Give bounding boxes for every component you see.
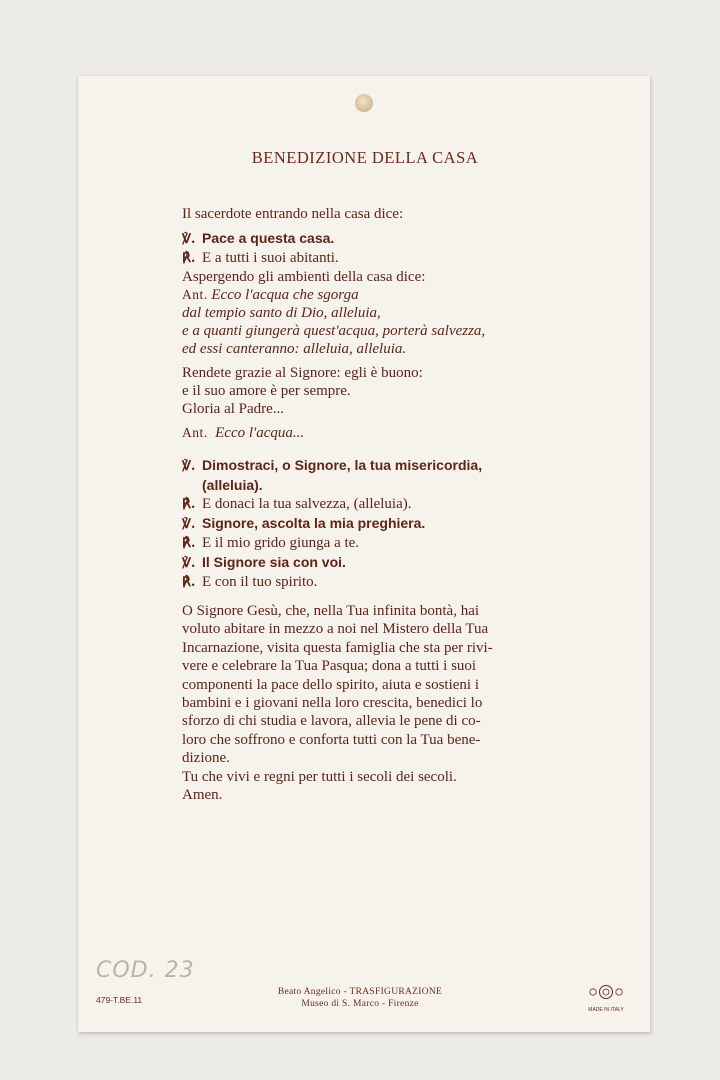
antiphon-line-1: Ant. Ecco l'acqua che sgorga xyxy=(182,287,359,303)
antiphon-line-4: ed essi canteranno: alleluia, alleluia. xyxy=(182,341,407,357)
antiphon-label: Ant. xyxy=(182,425,208,440)
card-code: 479-T.BE.11 xyxy=(96,995,143,1005)
prayer-line: Tu che vivi e regni per tutti i secoli dei secoli. xyxy=(182,768,457,785)
antiphon-repeat: Ant. Ecco l'acqua... xyxy=(182,425,305,441)
made-in-italy: MADE IN ITALY xyxy=(588,1007,624,1013)
thanks-line-1: Rendete grazie al Signore: egli è buono: xyxy=(182,365,423,381)
response-2: ℟. E donaci la tua salvezza, (alleluia). xyxy=(182,496,412,512)
response-1: ℟. E a tutti i suoi abitanti. xyxy=(182,250,339,266)
prayer-line: voluto abitare in mezzo a noi nel Mistero della Tua xyxy=(182,621,489,638)
museum-credit: Museo di S. Marco - Firenze xyxy=(301,999,419,1009)
prayer-line: Incarnazione, visita questa famiglia che sta per rivi- xyxy=(182,639,493,656)
prayer-line: sforzo di chi studia e lavora, allevia le pene di co- xyxy=(182,713,481,730)
intro-line: Il sacerdote entrando nella casa dice: xyxy=(182,206,404,222)
thanks-line-2: e il suo amore è per sempre. xyxy=(182,383,351,399)
response-symbol: ℟. xyxy=(182,575,196,590)
versicle-symbol: ℣. xyxy=(182,517,196,532)
prayer-line: loro che soffrono e conforta tutti con la Tua bene- xyxy=(182,731,481,748)
response-symbol: ℟. xyxy=(182,251,196,266)
versicle-2-cont: (alleluia). xyxy=(202,477,263,493)
response-3: ℟. E il mio grido giunga a te. xyxy=(182,535,360,551)
sprinkle-line: Aspergendo gli ambienti della casa dice: xyxy=(182,269,426,285)
artwork-credit: Beato Angelico - TRASFIGURAZIONE xyxy=(277,987,443,997)
handwritten-code: COD. 23 xyxy=(96,958,195,983)
antiphon-line-2: dal tempio santo di Dio, alleluia, xyxy=(182,305,381,321)
publisher-logo xyxy=(582,984,630,1012)
versicle-symbol: ℣. xyxy=(182,459,196,474)
prayer-body xyxy=(182,205,562,804)
versicle-symbol: ℣. xyxy=(182,232,196,247)
prayer-line: O Signore Gesù, che, nella Tua infinita bontà, hai xyxy=(182,603,480,619)
antiphon-label: Ant. xyxy=(182,287,208,302)
page-title: BENEDIZIONE DELLA CASA xyxy=(251,148,479,167)
response-symbol: ℟. xyxy=(182,497,196,512)
versicle-1: ℣. Pace a questa casa. xyxy=(182,230,335,247)
prayer-line: dizione. xyxy=(182,750,230,767)
versicle-4: ℣. Il Signore sia con voi. xyxy=(182,554,346,571)
response-symbol: ℟. xyxy=(182,536,196,551)
response-4: ℟. E con il tuo spirito. xyxy=(182,574,318,590)
punch-hole xyxy=(355,94,373,112)
antiphon-line-3: e a quanti giungerà quest'acqua, porterà salvezza, xyxy=(182,323,486,339)
prayer-line: bambini e i giovani nella loro crescita, benedici lo xyxy=(182,695,483,712)
gloria-line: Gloria al Padre... xyxy=(182,401,285,417)
prayer-line: componenti la pace dello spirito, aiuta e sostieni i xyxy=(182,676,480,693)
versicle-2: ℣. Dimostraci, o Signore, la tua misericordia, xyxy=(182,457,483,474)
versicle-3: ℣. Signore, ascolta la mia preghiera. xyxy=(182,515,426,532)
prayer-paragraph xyxy=(182,602,562,804)
prayer-line: Amen. xyxy=(182,787,223,804)
publisher-mark-icon xyxy=(586,984,626,1000)
prayer-line: vere e celebrare la Tua Pasqua; dona a tutti i suoi xyxy=(182,658,477,675)
versicle-symbol: ℣. xyxy=(182,556,196,571)
